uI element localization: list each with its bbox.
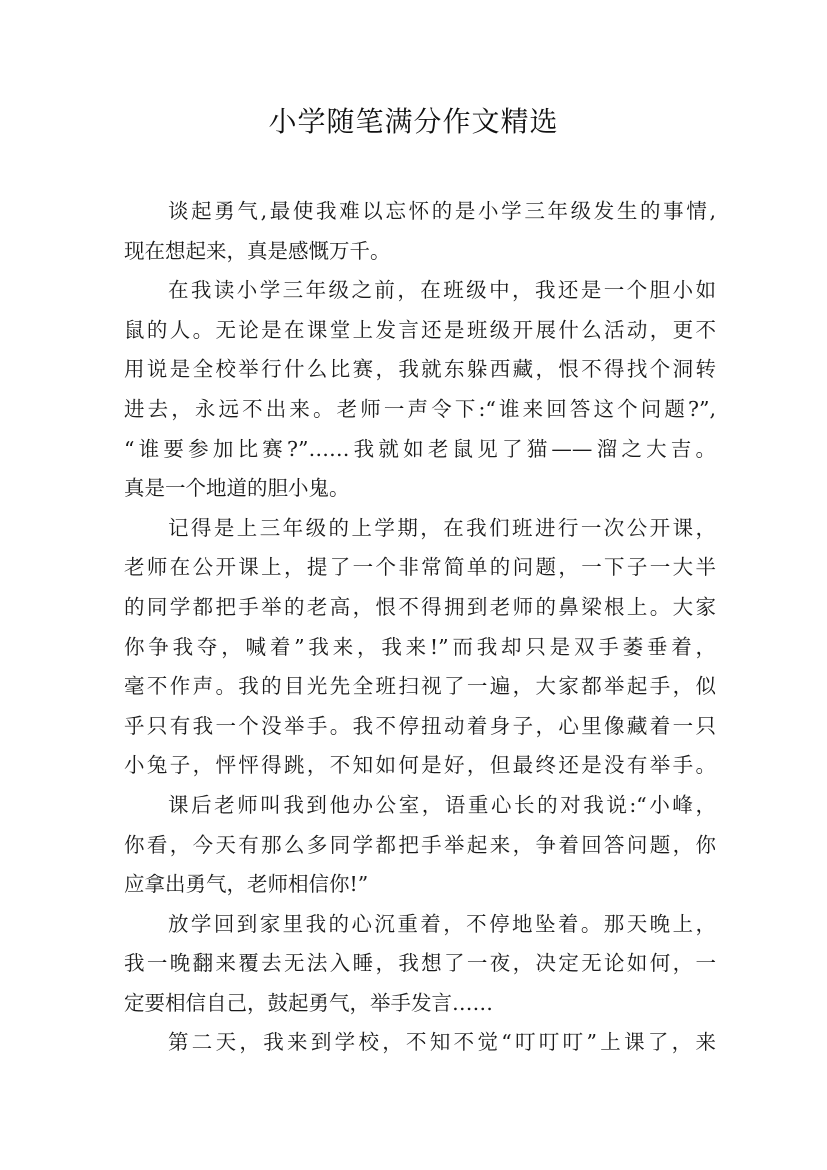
paragraph-line: 课后老师叫我到他办公室，语重心长的对我说:“小峰， [168, 792, 716, 817]
paragraph-line: 乎只有我一个没举手。我不停扭动着身子，心里像藏着一只 [124, 713, 716, 738]
document-title: 小学随笔满分作文精选 [268, 105, 559, 138]
paragraph-line: 的同学都把手举的老高，恨不得拥到老师的鼻梁根上。大家 [124, 594, 716, 619]
paragraph-line: 毫不作声。我的目光先全班扫视了一遍，大家都举起手，似 [124, 674, 716, 699]
paragraph-line: 现在想起来，真是感慨万千。 [124, 238, 391, 263]
paragraph-line: 放学回到家里我的心沉重着，不停地坠着。那天晚上， [168, 911, 716, 936]
paragraph-line: 我一晚翻来覆去无法入睡，我想了一夜，决定无论如何，一 [124, 951, 716, 976]
paragraph-line: 真是一个地道的胆小鬼。 [124, 476, 350, 501]
paragraph-line: 你争我夺，喊着”我来，我来!”而我却只是双手萎垂着， [124, 634, 716, 659]
paragraph-line: 在我读小学三年级之前，在班级中，我还是一个胆小如 [168, 278, 716, 303]
paragraph-line: 小兔子，怦怦得跳，不知如何是好，但最终还是没有举手。 [124, 753, 716, 778]
paragraph-line: 定要相信自己，鼓起勇气，举手发言…… [124, 990, 493, 1015]
paragraph-line: 老师在公开课上，提了一个非常简单的问题，一下子一大半 [124, 555, 716, 580]
paragraph-line: 你看，今天有那么多同学都把手举起来，争着回答问题，你 [124, 832, 716, 857]
paragraph-line: 用说是全校举行什么比赛，我就东躲西藏，恨不得找个洞转 [124, 357, 716, 382]
paragraph-line: 应拿出勇气，老师相信你!” [124, 872, 369, 897]
paragraph-line: 第二天，我来到学校，不知不觉“叮叮叮”上课了，来 [168, 1030, 716, 1055]
paragraph-line: 进去，永远不出来。老师一声令下:“谁来回答这个问题?”, [124, 396, 716, 421]
paragraph-line: 记得是上三年级的上学期，在我们班进行一次公开课， [168, 515, 716, 540]
paragraph-line: 谈起勇气,最使我难以忘怀的是小学三年级发生的事情, [168, 199, 716, 223]
document-body [124, 192, 716, 1063]
paragraph-line: “谁要参加比赛?”……我就如老鼠见了猫——溜之大吉。 [124, 436, 716, 461]
paragraph-line: 鼠的人。无论是在课堂上发言还是班级开展什么活动，更不 [124, 317, 716, 342]
